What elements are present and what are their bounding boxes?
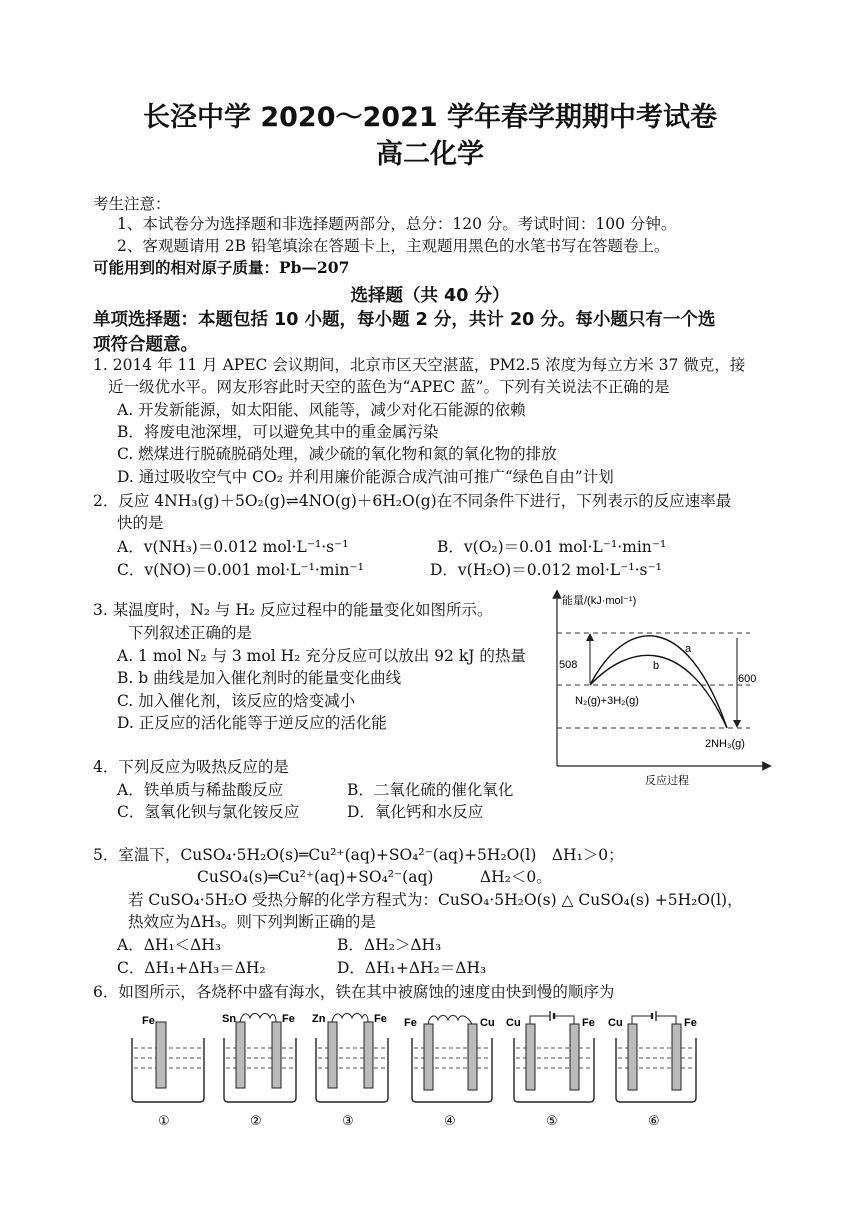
q4-option-a: A．铁单质与稀盐酸反应: [117, 781, 284, 799]
notice-item-1: 1、本试卷分为选择题和非选择题两部分，总分：120 分。考试时间：100 分钟。: [117, 215, 677, 233]
q5-option-b: B．ΔH₂＞ΔH₃: [337, 936, 442, 954]
q5-equation-1: 5．室温下，CuSO₄·5H₂O(s)═Cu²⁺(aq)+SO₄²⁻(aq)+5H₂O(l) ΔH₁＞0；: [93, 846, 624, 864]
q5-option-a: A．ΔH₁＜ΔH₃: [117, 936, 222, 954]
beaker-2-right-label: Fe: [282, 1013, 295, 1025]
beaker-4-right-label: Cu: [480, 1017, 495, 1029]
q1-option-d: D. 通过吸收空气中 CO₂ 并利用廉价能源合成汽油可推广“绿色自由”计划: [117, 468, 614, 486]
beaker-1-number: ①: [158, 1113, 170, 1128]
beaker-6-number: ⑥: [648, 1113, 660, 1128]
label-reactants: N₂(g)+3H₂(g): [575, 695, 639, 707]
beaker-1: [132, 1015, 204, 1128]
atomic-mass-note: 可能用到的相对原子质量：Pb—207: [93, 258, 350, 277]
q3-stem-2: 下列叙述正确的是: [128, 624, 253, 642]
beaker-3-left-label: Zn: [312, 1013, 326, 1025]
q4-stem: 4．下列反应为吸热反应的是: [93, 758, 289, 776]
label-600: 600: [738, 673, 757, 685]
beaker-2-left-label: Sn: [222, 1013, 237, 1025]
y-axis-label: 能量/(kJ·mol⁻¹): [562, 595, 637, 607]
q6-stem: 6．如图所示，各烧杯中盛有海水，铁在其中被腐蚀的速度由快到慢的顺序为: [93, 983, 615, 1001]
q4-option-b: B．二氧化硫的催化氧化: [347, 781, 514, 799]
beaker-4: [404, 1016, 495, 1129]
beaker-3-right-label: Fe: [374, 1013, 387, 1025]
q5-stem-1: 若 CuSO₄·5H₂O 受热分解的化学方程式为：CuSO₄·5H₂O(s) △ CuSO₄(s) +5H₂O(l)，: [128, 891, 743, 909]
section-title: 选择题（共 40 分）: [350, 286, 510, 306]
beaker-6: [608, 1011, 697, 1128]
section-instruction-1: 单项选择题：本题包括 10 小题，每小题 2 分，共计 20 分。每小题只有一个选: [93, 310, 716, 330]
q2-option-b: B．v(O₂)＝0.01 mol·L⁻¹·min⁻¹: [437, 538, 667, 556]
label-product: 2NH₃(g): [705, 738, 745, 750]
notice-heading: 考生注意：: [93, 195, 171, 213]
q3-option-d: D. 正反应的活化能等于逆反应的活化能: [117, 714, 387, 732]
q2-stem-1: 2．反应 4NH₃(g)＋5O₂(g)⇌4NO(g)＋6H₂O(g)在不同条件下进行，下列表示的反应速率最: [93, 492, 732, 510]
exam-title: 长泾中学 2020～2021 学年春学期期中考试卷: [142, 102, 718, 133]
x-axis-label: 反应过程: [645, 775, 689, 787]
q2-stem-2: 快的是: [117, 514, 164, 532]
q4-option-d: D．氧化钙和水反应: [347, 803, 484, 821]
beakers-figure: [120, 1010, 720, 1135]
section-instruction-2: 项符合题意。: [93, 335, 198, 355]
q4-option-c: C．氢氧化钡与氯化铵反应: [117, 803, 300, 821]
label-curve-b: b: [653, 660, 660, 672]
beaker-2-number: ②: [250, 1113, 262, 1128]
q5-option-c: C．ΔH₁+ΔH₃＝ΔH₂: [117, 959, 266, 977]
beaker-5-left-label: Cu: [506, 1017, 521, 1029]
label-508: 508: [559, 659, 578, 671]
exam-subtitle: 高二化学: [376, 139, 484, 170]
q5-stem-2: 热效应为ΔH₃。则下列判断正确的是: [128, 913, 376, 931]
q2-option-d: D．v(H₂O)＝0.012 mol·L⁻¹·s⁻¹: [430, 561, 662, 579]
beaker-6-right-label: Fe: [684, 1017, 697, 1029]
q1-option-b: B．将废电池深埋，可以避免其中的重金属污染: [117, 423, 439, 441]
curve-a: [590, 636, 727, 728]
energy-diagram: [545, 588, 775, 818]
beaker-3: [312, 1013, 388, 1128]
q1-option-c: C. 燃煤进行脱硫脱硝处理，减少硫的氧化物和氮的氧化物的排放: [117, 445, 557, 463]
q3-stem-1: 3. 某温度时，N₂ 与 H₂ 反应过程中的能量变化如图所示。: [93, 601, 493, 619]
beaker-1-left-label: Fe: [142, 1015, 155, 1027]
beaker-5: [506, 1011, 595, 1128]
q2-option-a: A．v(NH₃)＝0.012 mol·L⁻¹·s⁻¹: [117, 538, 349, 556]
beaker-5-number: ⑤: [546, 1113, 558, 1128]
q5-option-d: D．ΔH₁+ΔH₂＝ΔH₃: [337, 959, 487, 977]
q2-option-c: C．v(NO)＝0.001 mol·L⁻¹·min⁻¹: [117, 561, 364, 579]
notice-item-2: 2、客观题请用 2B 铅笔填涂在答题卡上，主观题用黑色的水笔书写在答题卷上。: [117, 237, 670, 255]
beaker-6-left-label: Cu: [608, 1017, 623, 1029]
q1-option-a: A. 开发新能源，如太阳能、风能等，减少对化石能源的依赖: [117, 401, 526, 419]
beaker-3-number: ③: [342, 1113, 354, 1128]
q3-option-c: C. 加入催化剂，该反应的焓变减小: [117, 692, 356, 710]
q3-option-a: A. 1 mol N₂ 与 3 mol H₂ 充分反应可以放出 92 kJ 的热量: [117, 647, 526, 665]
q5-equation-2: CuSO₄(s)═Cu²⁺(aq)+SO₄²⁻(aq) ΔH₂＜0。: [197, 868, 552, 886]
beaker-4-number: ④: [444, 1113, 456, 1128]
beaker-4-left-label: Fe: [404, 1017, 417, 1029]
q1-stem-1: 1. 2014 年 11 月 APEC 会议期间，北京市区天空湛蓝，PM2.5 浓度为每立方米 37 微克，接: [93, 356, 746, 374]
beaker-5-right-label: Fe: [582, 1017, 595, 1029]
label-curve-a: a: [685, 643, 692, 655]
beaker-2: [222, 1013, 296, 1128]
q1-stem-2: 近一级优水平。网友形容此时天空的蓝色为“APEC 蓝”。下列有关说法不正确的是: [108, 378, 670, 396]
q3-option-b: B. b 曲线是加入催化剂时的能量变化曲线: [117, 669, 402, 687]
